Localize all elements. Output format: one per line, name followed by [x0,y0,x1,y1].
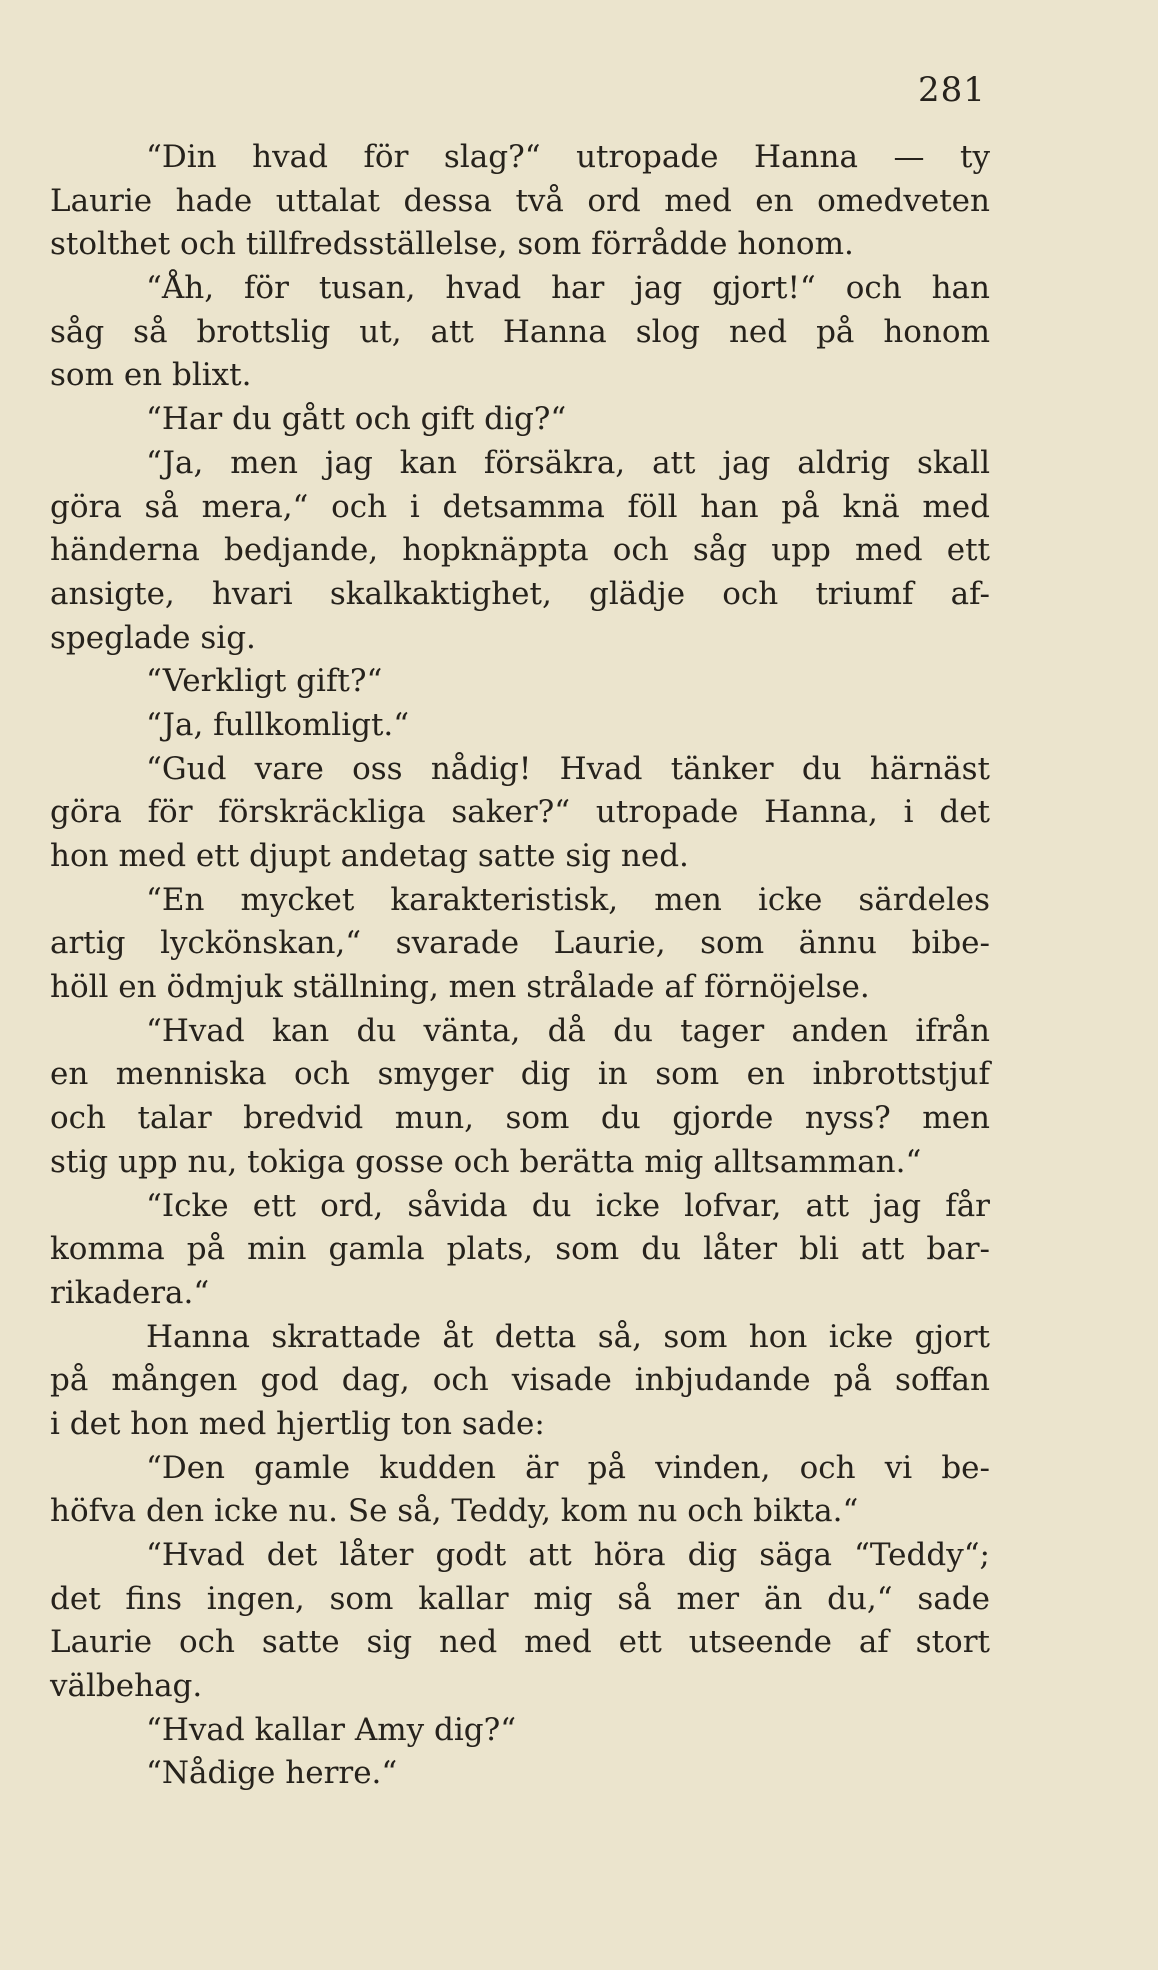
text-line: det fins ingen, som kallar mig så mer än du,“ sade [50,1580,990,1617]
text-line: “Har du gått och gift dig?“ [146,401,567,438]
text-line: rikadera.“ [50,1274,210,1311]
text-line: Laurie hade uttalat dessa två ord med en omedveten [50,182,990,219]
text-line: i det hon med hjertlig ton sade: [50,1405,545,1442]
text-line: på mången god dag, och visade inbjudande på soffan [50,1362,990,1399]
body-text [50,136,990,1796]
text-line: “Verkligt gift?“ [146,663,383,700]
text-line: som en blixt. [50,357,252,394]
text-line: såg så brottslig ut, att Hanna slog ned på honom [50,313,990,350]
text-line: göra för förskräckliga saker?“ utropade Hanna, i det [50,794,990,831]
text-line: höfva den icke nu. Se så, Teddy, kom nu och bikta.“ [50,1493,859,1530]
text-line: “Ja, fullkomligt.“ [146,706,410,743]
text-line: “Din hvad för slag?“ utropade Hanna — ty [146,139,990,175]
text-line: och talar bredvid mun, som du gjorde nyss? men [50,1100,990,1137]
text-line: ansigte, hvari skalkaktighet, glädje och triumf af- [50,575,990,612]
text-line: välbehag. [50,1668,203,1705]
text-line: Laurie och satte sig ned med ett utseende af stort [50,1624,990,1661]
text-line: hon med ett djupt andetag satte sig ned. [50,838,689,874]
text-line: höll en ödmjuk ställning, men strålade af förnöjelse. [50,969,870,1006]
text-line: artig lyckönskan,“ svarade Laurie, som ännu bibe- [50,925,990,962]
text-line: speglade sig. [50,619,256,656]
text-line: “Den gamle kudden är på vinden, och vi be- [146,1449,990,1486]
text-line: “Åh, för tusan, hvad har jag gjort!“ och han [146,270,990,307]
text-line: händerna bedjande, hopknäppta och såg upp med ett [50,532,990,569]
text-line: “Hvad det låter godt att höra dig säga “Teddy“; [146,1537,990,1573]
text-line: “Hvad kan du vänta, då du tager anden ifrån [146,1012,990,1049]
text-line: “Icke ett ord, såvida du icke lofvar, att jag får [146,1187,990,1224]
text-line: “Gud vare oss nådig! Hvad tänker du härnäst [146,750,990,787]
page-number: 281 [918,70,986,110]
text-line: “Nådige herre.“ [146,1755,398,1792]
text-line: Hanna skrattade åt detta så, som hon icke gjort [146,1318,990,1355]
text-line: “En mycket karakteristisk, men icke särdeles [146,881,990,918]
text-line: komma på min gamla plats, som du låter bli att bar- [50,1231,990,1268]
text-line: “Ja, men jag kan försäkra, att jag aldrig skall [146,444,990,481]
text-line: stolthet och tillfredsställelse, som förrådde honom. [50,226,854,263]
text-line: göra så mera,“ och i detsamma föll han på knä med [50,488,990,525]
text-line: “Hvad kallar Amy dig?“ [146,1711,517,1748]
text-line: en menniska och smyger dig in som en inbrottstjuf [50,1056,990,1093]
text-line: stig upp nu, tokiga gosse och berätta mig alltsamman.“ [50,1143,922,1180]
